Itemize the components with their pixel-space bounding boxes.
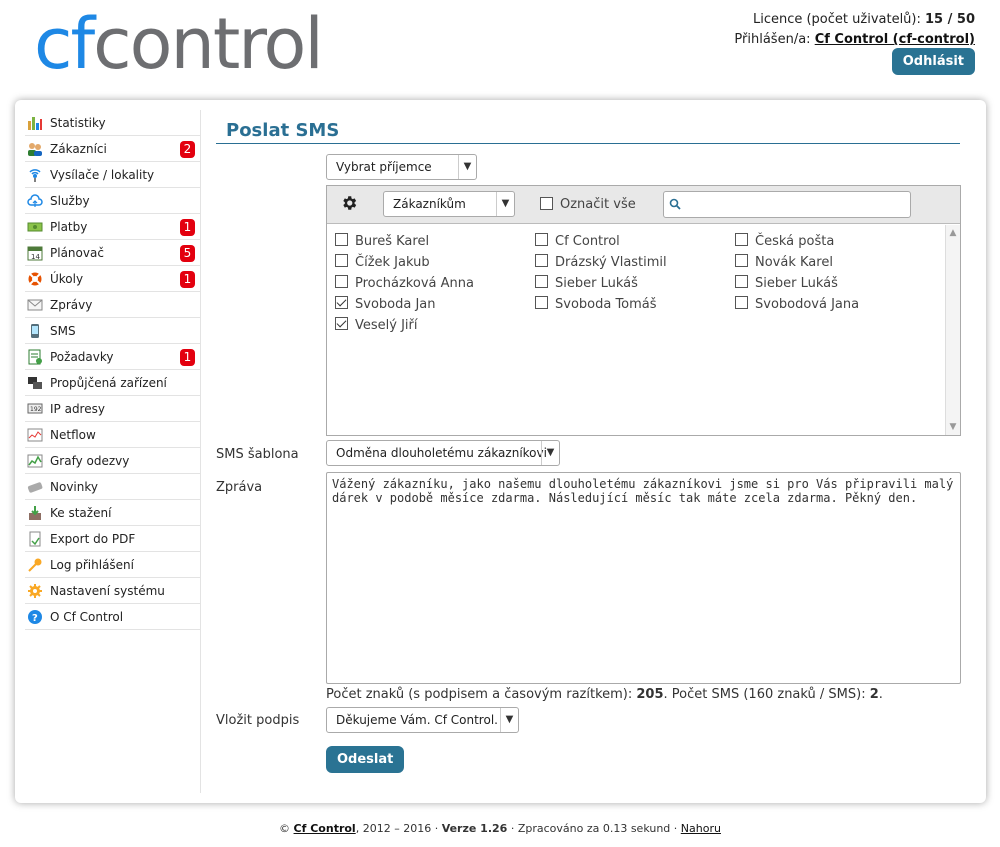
recipient-checkbox[interactable] (535, 275, 548, 288)
sidebar-item-label: O Cf Control (50, 609, 124, 624)
scrollbar[interactable] (945, 225, 960, 435)
help-icon (27, 609, 43, 625)
logo-cf: cf (34, 3, 94, 85)
recipient-select-value: Vybrat příjemce (336, 160, 432, 174)
sidebar-item-label: Plánovač (50, 245, 104, 260)
chevron-down-icon: ▼ (458, 155, 476, 179)
download-icon (27, 505, 43, 521)
devices-icon (27, 375, 43, 391)
recipient-name: Svoboda Tomáš (555, 297, 657, 312)
sidebar-item-vysílače-lokality[interactable] (25, 162, 200, 188)
recipients-toolbar (327, 186, 960, 224)
recipient-select[interactable] (326, 154, 477, 180)
footer-processed: · Zpracováno za 0.13 sekund · (507, 822, 681, 835)
footer-version: Verze 1.26 (441, 822, 508, 835)
sidebar-item-platby[interactable] (25, 214, 200, 240)
account-info (734, 10, 975, 50)
chart-icon (27, 115, 43, 131)
phone-icon (27, 323, 43, 339)
chevron-down-icon: ▼ (500, 708, 518, 732)
cloud-icon (27, 193, 43, 209)
sidebar-item-netflow[interactable] (25, 422, 200, 448)
recipient-name: Sieber Lukáš (755, 276, 838, 291)
svg-text:?: ? (32, 612, 38, 624)
sidebar-item-label: Vysílače / lokality (50, 167, 155, 182)
recipient-item[interactable] (735, 297, 859, 312)
recipients-panel (326, 185, 961, 436)
licence-value: 15 / 50 (925, 12, 975, 27)
recipient-checkbox[interactable] (335, 254, 348, 267)
recipient-name: Bureš Karel (355, 234, 430, 249)
sidebar-item-label: IP adresy (50, 401, 105, 416)
calendar-icon (27, 245, 43, 261)
sidebar-item-statistiky[interactable] (25, 110, 200, 136)
recipient-item[interactable] (535, 255, 667, 270)
footer-brand-link[interactable]: Cf Control (293, 822, 356, 835)
sidebar-item-plánovač[interactable] (25, 240, 200, 266)
signature-label: Vložit podpis (216, 713, 300, 728)
search-input[interactable] (663, 191, 911, 218)
sidebar-item-label: Zprávy (50, 297, 93, 312)
count-badge: 1 (180, 271, 195, 288)
recipient-checkbox[interactable] (335, 275, 348, 288)
sidebar-item-služby[interactable] (25, 188, 200, 214)
logo-control: control (93, 3, 322, 85)
request-icon (27, 349, 43, 365)
sidebar-item-propůjčená-zařízení[interactable] (25, 370, 200, 396)
users-icon (27, 141, 43, 157)
recipient-checkbox[interactable] (535, 296, 548, 309)
recipient-item[interactable] (335, 255, 430, 270)
recipient-checkbox[interactable] (535, 254, 548, 267)
recipient-checkbox[interactable] (735, 254, 748, 267)
sidebar-item-nastavení-systému[interactable] (25, 578, 200, 604)
recipient-name: Veselý Jiří (355, 318, 418, 333)
footer-years: , 2012 – 2016 · (355, 822, 442, 835)
recipient-name: Drázský Vlastimil (555, 255, 667, 270)
sidebar-item-zákazníci[interactable] (25, 136, 200, 162)
recipient-type-select[interactable] (383, 191, 515, 217)
sidebar-item-export-do-pdf[interactable] (25, 526, 200, 552)
signature-select[interactable] (326, 707, 519, 733)
recipient-item[interactable] (535, 276, 638, 291)
count-chars: 205 (636, 687, 664, 702)
recipient-name: Cf Control (555, 234, 620, 249)
recipient-item[interactable] (735, 234, 834, 249)
pdf-icon (27, 531, 43, 547)
licence-label: Licence (počet uživatelů): (752, 12, 921, 27)
sidebar-item-label: Služby (50, 193, 90, 208)
sidebar-item-label: Požadavky (50, 349, 114, 364)
logout-button[interactable]: Odhlásit (892, 48, 975, 75)
template-select[interactable] (326, 440, 560, 466)
sidebar-item-label: Grafy odezvy (50, 453, 130, 468)
sidebar-item-label: Zákazníci (50, 141, 107, 156)
key-icon (27, 557, 43, 573)
antenna-icon (27, 167, 43, 183)
recipient-name: Novák Karel (755, 255, 833, 270)
count-badge: 1 (180, 349, 195, 366)
content (216, 110, 961, 767)
sidebar-item-label: Statistiky (50, 115, 106, 130)
recipient-item[interactable] (535, 234, 620, 249)
sidebar-item-label: Netflow (50, 427, 96, 442)
sidebar (25, 110, 200, 630)
logged-label: Přihlášen/a: (734, 32, 811, 47)
gear-icon[interactable] (340, 194, 358, 212)
recipient-name: Procházková Anna (355, 276, 474, 291)
sidebar-item-požadavky[interactable] (25, 344, 200, 370)
sidebar-item-label: Export do PDF (50, 531, 136, 546)
svg-text:14: 14 (31, 252, 40, 261)
sidebar-divider (200, 110, 201, 793)
logo[interactable] (34, 4, 322, 84)
recipient-checkbox[interactable] (535, 233, 548, 246)
user-link[interactable]: Cf Control (cf-control) (814, 32, 975, 47)
sidebar-item-ke-stažení[interactable] (25, 500, 200, 526)
message-textarea[interactable]: Vážený zákazníku, jako našemu dlouholetému zákazníkovi jsme si pro Vás připravili malý dárek v podobě měsíce zdarma. Následující měsíc tak máte zcela zdarma. Pěkný den. (326, 472, 961, 684)
sidebar-item-label: Platby (50, 219, 88, 234)
recipient-type-value: Zákazníkům (393, 197, 466, 211)
recipients-list (327, 225, 945, 435)
signature-value: Děkujeme Vám. Cf Control. (336, 713, 498, 727)
recipient-checkbox[interactable] (335, 233, 348, 246)
news-icon (27, 479, 43, 495)
recipient-checkbox[interactable] (735, 275, 748, 288)
sidebar-item-log-přihlášení[interactable] (25, 552, 200, 578)
count-badge: 5 (180, 245, 195, 262)
scroll-up-icon[interactable]: ▲ (949, 228, 957, 238)
sidebar-item-sms[interactable] (25, 318, 200, 344)
chevron-down-icon: ▼ (496, 192, 514, 216)
sidebar-item-label: Propůjčená zařízení (50, 375, 167, 390)
title-underline (216, 143, 960, 144)
scroll-down-icon[interactable]: ▼ (949, 422, 957, 432)
recipient-item[interactable] (535, 297, 657, 312)
main-card (15, 100, 986, 803)
select-all-label: Označit vše (560, 197, 636, 212)
recipient-item[interactable] (335, 297, 436, 312)
char-counter (326, 687, 883, 702)
sidebar-item-label: Úkoly (50, 271, 84, 286)
sidebar-item-novinky[interactable] (25, 474, 200, 500)
recipient-item[interactable] (735, 255, 833, 270)
page-title: Poslat SMS (226, 120, 340, 141)
lifebuoy-icon (27, 271, 43, 287)
footer (0, 822, 1000, 835)
recipient-name: Česká pošta (755, 234, 835, 249)
sidebar-item-úkoly[interactable] (25, 266, 200, 292)
gear-icon (27, 583, 43, 599)
count-suffix: . (878, 687, 883, 702)
top-link[interactable]: Nahoru (680, 822, 721, 835)
sidebar-item-grafy-odezvy[interactable] (25, 448, 200, 474)
graph-icon (27, 453, 43, 469)
recipient-item[interactable] (335, 234, 429, 249)
send-button[interactable]: Odeslat (326, 746, 404, 773)
recipient-checkbox[interactable] (335, 296, 348, 309)
template-value: Odměna dlouholetému zákazníkovi (336, 446, 547, 460)
count-sms: 2 (869, 687, 879, 702)
netflow-icon (27, 427, 43, 443)
sidebar-item-label: Novinky (50, 479, 98, 494)
template-label: SMS šablona (216, 447, 299, 462)
count-badge: 1 (180, 219, 195, 236)
recipient-name: Sieber Lukáš (555, 276, 638, 291)
recipient-item[interactable] (335, 318, 418, 333)
count-badge: 2 (180, 141, 195, 158)
sidebar-item-label: Log přihlášení (50, 557, 134, 572)
message-label: Zpráva (216, 480, 263, 495)
sidebar-item-zprávy[interactable] (25, 292, 200, 318)
recipient-name: Svobodová Jana (755, 297, 860, 312)
recipient-checkbox[interactable] (335, 317, 348, 330)
recipient-checkbox[interactable] (735, 233, 748, 246)
copyright-symbol: © (279, 822, 291, 835)
ip-icon (27, 401, 43, 417)
select-all-checkbox[interactable] (540, 197, 553, 210)
recipient-name: Svoboda Jan (355, 297, 436, 312)
recipient-checkbox[interactable] (735, 296, 748, 309)
sidebar-item-label: Nastavení systému (50, 583, 165, 598)
recipient-item[interactable] (335, 276, 474, 291)
search-icon (669, 198, 681, 214)
count-mid: . Počet SMS (160 znaků / SMS): (663, 687, 866, 702)
recipient-item[interactable] (735, 276, 838, 291)
money-icon (27, 219, 43, 235)
sidebar-item-ip-adresy[interactable] (25, 396, 200, 422)
sidebar-item-label: Ke stažení (50, 505, 112, 520)
count-prefix: Počet znaků (s podpisem a časovým razítkem): (326, 687, 633, 702)
chevron-down-icon: ▼ (541, 441, 559, 465)
svg-text:192: 192 (30, 405, 42, 413)
sidebar-item-o-cf-control[interactable] (25, 604, 200, 630)
sidebar-item-label: SMS (50, 323, 76, 338)
mail-icon (27, 297, 43, 313)
recipient-name: Čížek Jakub (355, 255, 430, 270)
